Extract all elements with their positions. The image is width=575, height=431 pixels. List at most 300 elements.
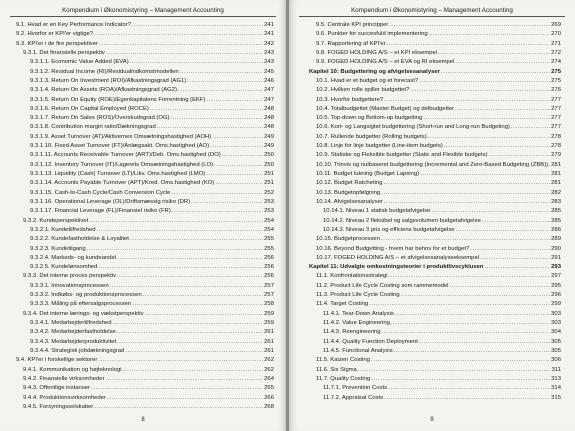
page-header: Kompendium i Økonomistyring – Management Accounting [10, 6, 276, 17]
toc-entry-title: 11.4.3. Reengineering [323, 329, 381, 336]
dot-leader [89, 217, 263, 226]
dot-leader [389, 21, 550, 30]
toc-entry [16, 114, 274, 123]
toc-entry [16, 226, 274, 235]
toc-entry-title: 9.2. Hvorfor er KPI'er vigtige? [16, 31, 94, 38]
toc-entry-title: 10.10. Trinvis og nulbaseret budgettering (Incremental and Zero-Based Budgeting (ZBB)) [316, 161, 549, 168]
dot-leader [484, 263, 550, 272]
toc-entry [309, 207, 561, 216]
toc-entry-page: 255 [264, 236, 274, 243]
dot-leader [482, 217, 550, 226]
toc-entry-page: 243 [264, 59, 274, 66]
toc-entry-title: 11.4.1. Tear-Down Analysis [323, 310, 394, 317]
toc-entry [16, 394, 274, 403]
toc-entry [16, 375, 274, 384]
dot-leader [171, 189, 263, 198]
toc-entry-title: 9.3.2.3. Kundetilgang [30, 245, 86, 252]
toc-entry-title: 9.3.1.10. Fixed Asset Turnover (FT)/Anlægsakt. Oms.hastighed (AO) [30, 143, 210, 150]
toc-entry-page: 251 [264, 180, 274, 187]
toc-entry-title: 11.4.5. Functional Analysis [323, 347, 393, 354]
toc-entry [16, 263, 274, 272]
dot-leader [456, 226, 551, 235]
toc-entry [309, 123, 561, 132]
toc-entry-title: 11.2. Product Life Cycle Costing som rammemodel [316, 282, 449, 289]
toc-entry-title: Kapitel 10: Budgettering og afvigelsesanalyser [309, 68, 440, 75]
dot-leader [419, 77, 550, 86]
toc-entry-page: 277 [551, 124, 561, 131]
dot-leader [429, 30, 551, 39]
toc-entry-title: 11.4.4. Quality Function Deployment [323, 338, 418, 345]
toc-entry-title: 11.4.2. Value Engineering [323, 320, 390, 326]
dot-leader [206, 170, 263, 179]
toc-entry-page: 265 [264, 385, 274, 392]
toc-entry-page: 261 [264, 338, 274, 345]
toc-entry [16, 58, 274, 67]
toc-entry-page: 241 [264, 31, 274, 38]
toc-entry [309, 375, 561, 384]
toc-entry-page: 290 [551, 245, 561, 252]
toc-entry-page: 274 [551, 59, 561, 66]
toc-entry-page: 305 [551, 338, 561, 345]
toc-entry-page: 277 [551, 105, 561, 112]
toc-entry [16, 68, 274, 77]
toc-entry-title: 9.3.1.11. Accounts Receivable Turnover (ART)/Deb. Oms.hastighed (DO) [30, 152, 221, 159]
toc-entry [16, 291, 274, 300]
toc-entry-title: 9.3.1.12. Inventory Turnover (IT)/Lagerets Omsætningshastighed (LO) [30, 161, 214, 168]
dot-leader [107, 394, 263, 403]
toc-entry-page: 293 [551, 264, 561, 271]
toc-entry [309, 133, 561, 142]
toc-entry-page: 285 [551, 217, 561, 224]
toc-entry-title: Kapitel 11: Udvalgte omkostningsteorier i produktlivscyklusen [309, 264, 484, 271]
toc-entry [16, 356, 274, 365]
dot-leader [172, 207, 263, 216]
toc-entry [309, 217, 561, 226]
toc-entry-title: 10.9. Statiske og Fleksible budgetter (Static and Flexible budgets) [316, 152, 488, 159]
dot-leader [191, 198, 263, 207]
toc-entry-title: 9.4. KPI'er i forskellige sektorer [16, 357, 98, 364]
dot-leader [438, 49, 550, 58]
toc-entry-title: 9.3.1.14. Accounts Payable Turnover (APT)/Kred. Oms.hastighed (KO) [30, 180, 215, 187]
page-header: Kompendium i Økonomistyring – Management Accounting [299, 6, 565, 17]
toc-entry-title: 9.6. Punkter for succesfuld implementering [316, 31, 428, 38]
dot-leader [180, 68, 264, 77]
toc-entry-title: 11.3. Product Life Cycle Costing [316, 292, 400, 299]
right-page [289, 0, 575, 431]
toc-entry-page: 262 [264, 357, 274, 364]
toc-entry-page: 245 [264, 68, 274, 75]
toc-entry-title: 10.11. Budget lukning (Budget Lapsing) [316, 171, 420, 177]
toc-entry-title: 9.1. Hvad er en Key Performance Indicator? [16, 22, 131, 28]
toc-entry [309, 77, 561, 86]
toc-entry-title: 9.3.2. Kundeperspektivet [23, 217, 89, 224]
toc-entry-title: 10.4. Totalbudgettet (Master Budget) og delbudgetter [316, 105, 455, 112]
toc-entry [309, 198, 561, 207]
toc-entry-title: 11.7. Quality Costing [316, 375, 371, 382]
dot-leader [212, 133, 263, 142]
toc-entry [309, 105, 561, 114]
dot-leader [117, 254, 263, 263]
toc-entry-page: 291 [551, 254, 561, 261]
toc-entry [309, 114, 561, 123]
toc-entry-title: 9.3.1.5. Return On Equity (ROE)/Egenkapitalens Forrentning (EKF) [30, 96, 206, 103]
dot-leader [395, 310, 550, 319]
toc-entry-title: 11.5. Kaizen Costing [316, 357, 370, 364]
toc-entry-page: 275 [551, 68, 561, 75]
toc-entry-title: 9.3.2.2. Kundefastholdelse & Loyalitet [30, 236, 129, 243]
toc-entry-title: 9.3.1.8. Contribution margin ratio/Dækningsgrad [30, 124, 156, 131]
toc-entry [16, 40, 274, 49]
toc-entry-title: 9.3. KPI'er i de fire perspektiver [16, 40, 98, 47]
toc-entry [309, 328, 561, 337]
toc-entry-page: 255 [264, 245, 274, 252]
toc-entry-page: 252 [264, 189, 274, 196]
dot-leader [369, 300, 550, 309]
toc-entry-page: 281 [551, 171, 561, 177]
toc-entry-page: 304 [551, 329, 561, 336]
toc-entry [309, 300, 561, 309]
toc-entry [309, 356, 561, 365]
toc-entry [16, 189, 274, 198]
dot-leader [123, 366, 264, 375]
dot-leader [98, 356, 263, 365]
toc-entry-page: 254 [264, 217, 274, 224]
toc-entry-page: 275 [551, 77, 561, 84]
toc-entry-page: 242 [264, 40, 274, 47]
toc-entry-page: 241 [264, 22, 274, 28]
dot-leader [94, 30, 263, 39]
dot-leader [423, 114, 550, 123]
dot-leader [132, 21, 263, 30]
toc-entry-page: 282 [551, 189, 561, 196]
toc-entry-page: 250 [264, 161, 274, 168]
toc-entry-title: 9.3.1.9. Asset Turnover (AT)/Aktivernes Omsætningshastighed (AOH) [30, 133, 212, 140]
toc-entry-page: 311 [551, 366, 561, 373]
toc-entry-title: 10.15. Budgetprocessen [316, 236, 380, 243]
toc-entry-page: 250 [264, 152, 274, 159]
toc-entry [309, 254, 561, 263]
toc-entry-page: 253 [264, 198, 274, 205]
toc-entry-title: 9.9. FOGED HOLDING A/S – et EVA og RI eksempel [316, 59, 455, 66]
toc-entry-page: 271 [551, 40, 561, 47]
toc-entry-title: 9.3.2.1. Kundetilfredshed [30, 226, 96, 233]
dot-leader [187, 77, 263, 86]
dot-leader [384, 198, 550, 207]
toc-entry [16, 338, 274, 347]
toc-entry-title: 10.5. Top-down og Bottom-up budgetting [316, 115, 423, 122]
dot-leader [381, 189, 550, 198]
toc-entry-page: 297 [551, 273, 561, 280]
dot-leader [384, 394, 550, 403]
dot-leader [98, 263, 263, 272]
toc-entry-page: 258 [264, 301, 274, 308]
dot-leader [449, 282, 550, 291]
dot-leader [419, 338, 550, 347]
dot-leader [106, 49, 263, 58]
toc-entry [16, 179, 274, 188]
toc-entry-page: 295 [551, 282, 561, 289]
toc-entry-page: 248 [264, 124, 274, 131]
toc-entry [309, 49, 561, 58]
toc-entry [309, 272, 561, 281]
dot-leader [117, 338, 263, 347]
toc-entry [309, 338, 561, 347]
toc-entry-title: 9.3.1.3. Return On Investment (ROI)/Afkastningsgrad (AG1) [30, 77, 187, 84]
toc-entry-page: 296 [551, 292, 561, 299]
dot-leader [455, 58, 550, 67]
toc-entry-page: 266 [264, 394, 274, 401]
dot-leader [358, 366, 551, 375]
dot-leader [178, 86, 263, 95]
toc-entry-title: 9.3.2.4. Markeds- og kundeandel [30, 254, 117, 261]
toc-entry-title: 11.1. Konfrontationsstrategi [316, 273, 388, 280]
toc-entry [309, 347, 561, 356]
dot-leader [143, 291, 263, 300]
toc-entry-page: 279 [551, 152, 561, 159]
toc-entry [16, 151, 274, 160]
dot-leader [117, 328, 263, 337]
toc-entry-page: 277 [551, 96, 561, 103]
toc-entry-page: 276 [551, 87, 561, 94]
dot-leader [99, 40, 263, 49]
toc-entry [309, 170, 561, 179]
toc-entry [309, 366, 561, 375]
table-of-contents [10, 21, 276, 412]
toc-entry [16, 217, 274, 226]
toc-entry-title: 9.7. Rapportering af KPI'er [316, 40, 386, 47]
toc-entry-page: 264 [264, 375, 274, 382]
toc-entry [309, 394, 561, 403]
dot-leader [94, 403, 263, 412]
toc-entry [309, 58, 561, 67]
toc-entry-page: 303 [551, 320, 561, 326]
toc-entry-title: 9.3.4. Det interne lærings- og vækstperspektiv [23, 310, 144, 317]
toc-entry [16, 96, 274, 105]
dot-leader [549, 161, 550, 170]
toc-entry-title: 10.2. Hvilken rolle spiller budgettet? [316, 87, 410, 94]
dot-leader [394, 347, 551, 356]
toc-entry-title: 9.3.1.7. Return On Sales (ROS)/Overskudsgrad (OG) [30, 115, 170, 122]
toc-entry-page: 313 [551, 375, 561, 382]
toc-entry [309, 21, 561, 30]
toc-entry [16, 272, 274, 281]
toc-entry [309, 179, 561, 188]
toc-entry [16, 328, 274, 337]
toc-entry-page: 254 [264, 226, 274, 233]
toc-entry-title: 11.4. Target Costing [316, 301, 369, 308]
toc-entry-title: 9.3.2.5. Kundelønsomhed [30, 264, 98, 271]
toc-entry-page: 315 [551, 394, 561, 401]
toc-entry-page: 303 [551, 310, 561, 317]
toc-entry-title: 9.3.1.4. Return On Assets (ROA)/Afkastningsgrad (AG2) [30, 87, 178, 94]
toc-entry [309, 384, 561, 393]
toc-entry-page: 247 [264, 87, 274, 94]
toc-entry-title: 9.3.1.6. Return On Capital Employed (ROCE) [30, 105, 149, 112]
toc-entry-title: 10.14. Afvigelsesanalyser [316, 198, 383, 205]
dot-leader [384, 96, 550, 105]
toc-entry-title: 9.3.1.17. Financial Leverage (FL)/Finansiel risiko (FR) [30, 208, 171, 215]
dot-leader [381, 235, 550, 244]
dot-leader [410, 86, 550, 95]
toc-entry-title: 10.3. Hvorfor budgettere? [316, 96, 384, 103]
dot-leader [480, 254, 550, 263]
toc-entry-title: 9.3.3.3. Måling på eftersalgsprocessen [30, 301, 132, 308]
dot-leader [207, 96, 264, 105]
dot-leader [157, 123, 263, 132]
toc-entry-title: 9.3.1.15. Cash-to-Cash Cycle/Cash Conversion Cycle [30, 189, 171, 196]
dot-leader [371, 356, 550, 365]
dot-leader [117, 272, 263, 281]
toc-entry-page: 278 [551, 133, 561, 140]
dot-leader [132, 300, 263, 309]
toc-entry-title: 10.1. Hvad er et budget og et forecast? [316, 77, 419, 84]
toc-entry-page: 259 [264, 310, 274, 317]
dot-leader [145, 310, 264, 319]
toc-entry-page: 289 [551, 236, 561, 243]
toc-entry-title: 9.4.2. Finansielle virksomheder [23, 375, 105, 382]
toc-entry-title: 10.7. Rullende budgetter (Rolling budgets) [316, 133, 427, 140]
dot-leader [91, 384, 263, 393]
dot-leader [389, 272, 551, 281]
toc-entry [309, 319, 561, 328]
toc-entry [16, 384, 274, 393]
toc-entry-page: 314 [551, 385, 561, 392]
dot-leader [401, 291, 550, 300]
toc-entry-title: 9.3.3. Det interne proces perspektiv [23, 273, 116, 280]
toc-entry [309, 86, 561, 95]
toc-entry [309, 189, 561, 198]
toc-entry-page: 251 [264, 171, 274, 177]
toc-entry-page: 249 [264, 133, 274, 140]
toc-entry-title: 9.3.3.2. Indkøbs- og produktionsprocessen [30, 292, 142, 299]
toc-entry-page: 278 [551, 143, 561, 150]
toc-entry-title: 10.14.1. Niveau 1 statisk budgetafvigelse [323, 208, 431, 215]
toc-entry-title: 10.14.3. Niveau 3 pris og efficiens budgetafvigelse [323, 226, 455, 233]
toc-entry-page: 256 [264, 254, 274, 261]
toc-entry [309, 282, 561, 291]
toc-entry-page: 259 [264, 320, 274, 326]
toc-entry-title: 9.3.1. Det finansielle perspektiv [23, 49, 105, 56]
toc-entry-page: 256 [264, 264, 274, 271]
toc-entry-page: 270 [551, 31, 561, 38]
toc-entry-page: 257 [264, 292, 274, 299]
dot-leader [150, 105, 263, 114]
toc-entry-page: 283 [551, 198, 561, 205]
toc-entry [309, 142, 561, 151]
toc-entry-title: 9.3.1.16. Operational Leverage (OL)/Driftsmæssig risiko (DR) [30, 198, 191, 205]
toc-entry [16, 319, 274, 328]
toc-entry-page: 247 [264, 96, 274, 103]
toc-entry-title: 9.3.4.4. Strategisk jobdækningsgrad [30, 347, 125, 354]
dot-leader [371, 375, 550, 384]
toc-entry-page: 281 [551, 180, 561, 187]
toc-entry [309, 245, 561, 254]
toc-entry-page: 246 [264, 77, 274, 84]
toc-entry [16, 30, 274, 39]
toc-entry-title: 9.3.1.1. Economic Value Added (EVA) [30, 59, 129, 66]
toc-entry-page: 243 [264, 49, 274, 56]
dot-leader [391, 319, 550, 328]
toc-entry-title: 9.4.3. Offentlige instanser [23, 385, 91, 392]
dot-leader [420, 170, 550, 179]
toc-entry-page: 269 [551, 22, 561, 28]
toc-entry-title: 9.3.4.2. Medarbejderfastholdelse [30, 329, 116, 336]
toc-entry-page: 281 [551, 161, 561, 168]
toc-entry [309, 96, 561, 105]
dot-leader [428, 133, 550, 142]
dot-leader [214, 161, 263, 170]
dot-leader [470, 245, 550, 254]
toc-entry [309, 291, 561, 300]
toc-entry [16, 161, 274, 170]
toc-entry-page: 248 [264, 115, 274, 122]
toc-entry-title: 10.13. Budgetopfølgning [316, 189, 381, 196]
toc-entry-title: 9.3.3.1. Innovationsprocessen [30, 282, 109, 289]
dot-leader [511, 123, 550, 132]
toc-entry-page: 285 [551, 208, 561, 215]
toc-entry-page: 248 [264, 105, 274, 112]
dot-leader [97, 226, 264, 235]
dot-leader [383, 179, 550, 188]
toc-entry-page: 277 [551, 115, 561, 122]
dot-leader [388, 384, 550, 393]
toc-entry [16, 86, 274, 95]
toc-entry [16, 245, 274, 254]
toc-entry-page: 261 [264, 347, 274, 354]
dot-leader [87, 245, 263, 254]
chapter-heading [309, 68, 561, 77]
toc-entry-title: 9.3.1.2. Residual Income (RI)/Residualindkomstmodellen [30, 68, 179, 75]
dot-leader [170, 114, 263, 123]
toc-entry [16, 235, 274, 244]
toc-entry-page: 305 [551, 347, 561, 354]
toc-entry-title: 9.4.1. Kommunikation og højteknologi [23, 366, 122, 373]
dot-leader [382, 328, 551, 337]
toc-entry [309, 161, 561, 170]
left-page [0, 0, 286, 431]
dot-leader [106, 375, 264, 384]
toc-entry-page: 268 [264, 403, 274, 410]
toc-entry-title: 10.16. Beyond Budgetting - hvem har behov for et budget? [316, 245, 470, 252]
toc-entry-page: 262 [264, 366, 274, 373]
toc-entry-page: 272 [551, 49, 561, 56]
dot-leader [113, 319, 264, 328]
toc-entry-title: 9.3.4.1. Medarbejdertilfredshed [30, 320, 112, 326]
toc-entry-page: 253 [264, 208, 274, 215]
toc-entry-title: 10.12. Budget Ratcheting [316, 180, 383, 187]
dot-leader [215, 179, 263, 188]
toc-entry [16, 123, 274, 132]
table-of-contents [299, 21, 565, 403]
toc-entry [16, 207, 274, 216]
toc-entry-title: 9.3.4.3. Medarbejderproduktivitet [30, 338, 117, 345]
toc-entry [16, 310, 274, 319]
dot-leader [455, 105, 550, 114]
dot-leader [441, 68, 550, 77]
toc-entry [16, 49, 274, 58]
dot-leader [125, 347, 263, 356]
toc-entry-page: 299 [551, 301, 561, 308]
dot-leader [222, 151, 264, 160]
toc-entry-title: 10.6. Kort- og Langsigtet budgettering (Short-run and Long-run Budgeting) [316, 124, 510, 131]
toc-entry [16, 170, 274, 179]
toc-entry-title: 10.17. FOGED HOLDING A/S – et afvigelsesanalyseeksempel [316, 254, 480, 261]
dot-leader [110, 282, 264, 291]
toc-entry [16, 254, 274, 263]
toc-entry-title: 9.8. FOGED HOLDING A/S – et KPI eksempel [316, 49, 438, 56]
toc-entry-page: 257 [264, 282, 274, 289]
toc-entry [309, 235, 561, 244]
